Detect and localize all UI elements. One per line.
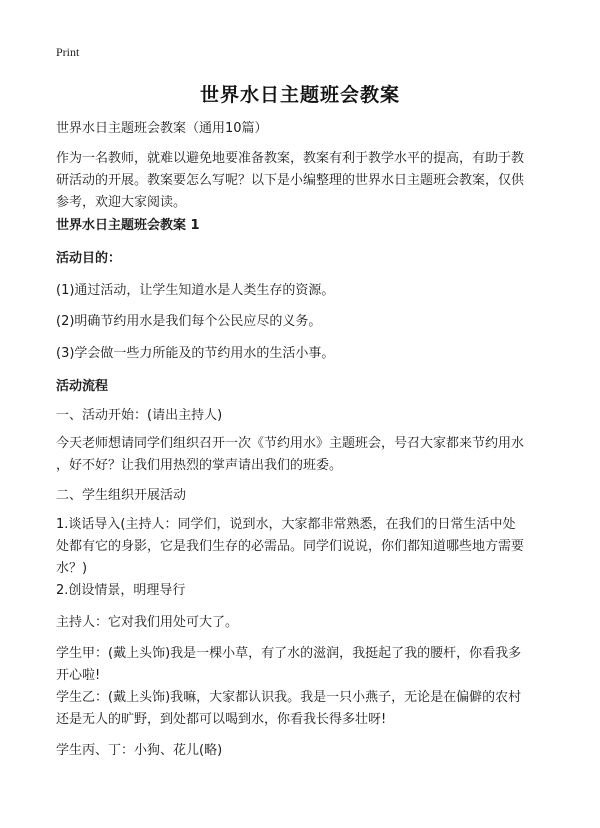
item-1-line-1: 1.谈话导入(主持人：同学们，说到水，大家都非常熟悉，在我们的日常生活中处: [56, 517, 516, 532]
step-1-text-line-2: ，好不好？让我们用热烈的掌声请出我们的班委。: [56, 458, 343, 473]
goal-item: (3)学会做一些力所能及的节约用水的生活小事。: [56, 346, 335, 361]
student-a-line-1: 学生甲：(戴上头饰)我是一棵小草，有了水的滋润，我挺起了我的腰杆，你看我多: [56, 646, 522, 661]
goal-item: (1)通过活动，让学生知道水是人类生存的资源。: [56, 283, 335, 298]
subtitle: 世界水日主题班会教案（通用10篇）: [56, 121, 268, 136]
item-2-heading: 2.创设情景，明理导行: [56, 583, 186, 598]
goal-item: (2)明确节约用水是我们每个公民应尽的义务。: [56, 314, 322, 329]
item-1-line-3: 水？): [56, 561, 88, 576]
print-label[interactable]: Print: [56, 45, 80, 59]
step-2-heading: 二、学生组织开展活动: [56, 488, 187, 503]
flow-heading: 活动流程: [56, 379, 109, 394]
intro-line-3: 参考，欢迎大家阅读。: [56, 195, 187, 210]
intro-line-1: 作为一名教师，就难以避免地要准备教案，教案有利于教学水平的提高，有助于教: [56, 151, 525, 166]
step-1-heading: 一、活动开始：(请出主持人): [56, 408, 223, 423]
section-heading: 世界水日主题班会教案 1: [56, 218, 200, 233]
step-1-text-line-1: 今天老师想请同学们组织召开一次《节约用水》主题班会，号召大家都来节约用水: [56, 436, 525, 451]
host-line: 主持人：它对我们用处可大了。: [56, 615, 239, 630]
student-b-line-1: 学生乙：(戴上头饰)我嘛，大家都认识我。我是一只小燕子，无论是在偏僻的农村: [56, 690, 522, 705]
student-a-line-2: 开心啦!: [56, 668, 101, 683]
student-cd-line: 学生丙、丁：小狗、花儿(略): [56, 743, 223, 758]
item-1-line-2: 处都有它的身影，它是我们生存的必需品。同学们说说，你们都知道哪些地方需要: [56, 539, 525, 554]
document-title: 世界水日主题班会教案: [199, 84, 400, 106]
goals-heading: 活动目的：: [56, 251, 122, 266]
intro-line-2: 研活动的开展。教案要怎么写呢？以下是小编整理的世界水日主题班会教案，仅供: [56, 173, 525, 188]
student-b-line-2: 还是无人的旷野，到处都可以喝到水，你看我长得多壮呀!: [56, 712, 387, 727]
